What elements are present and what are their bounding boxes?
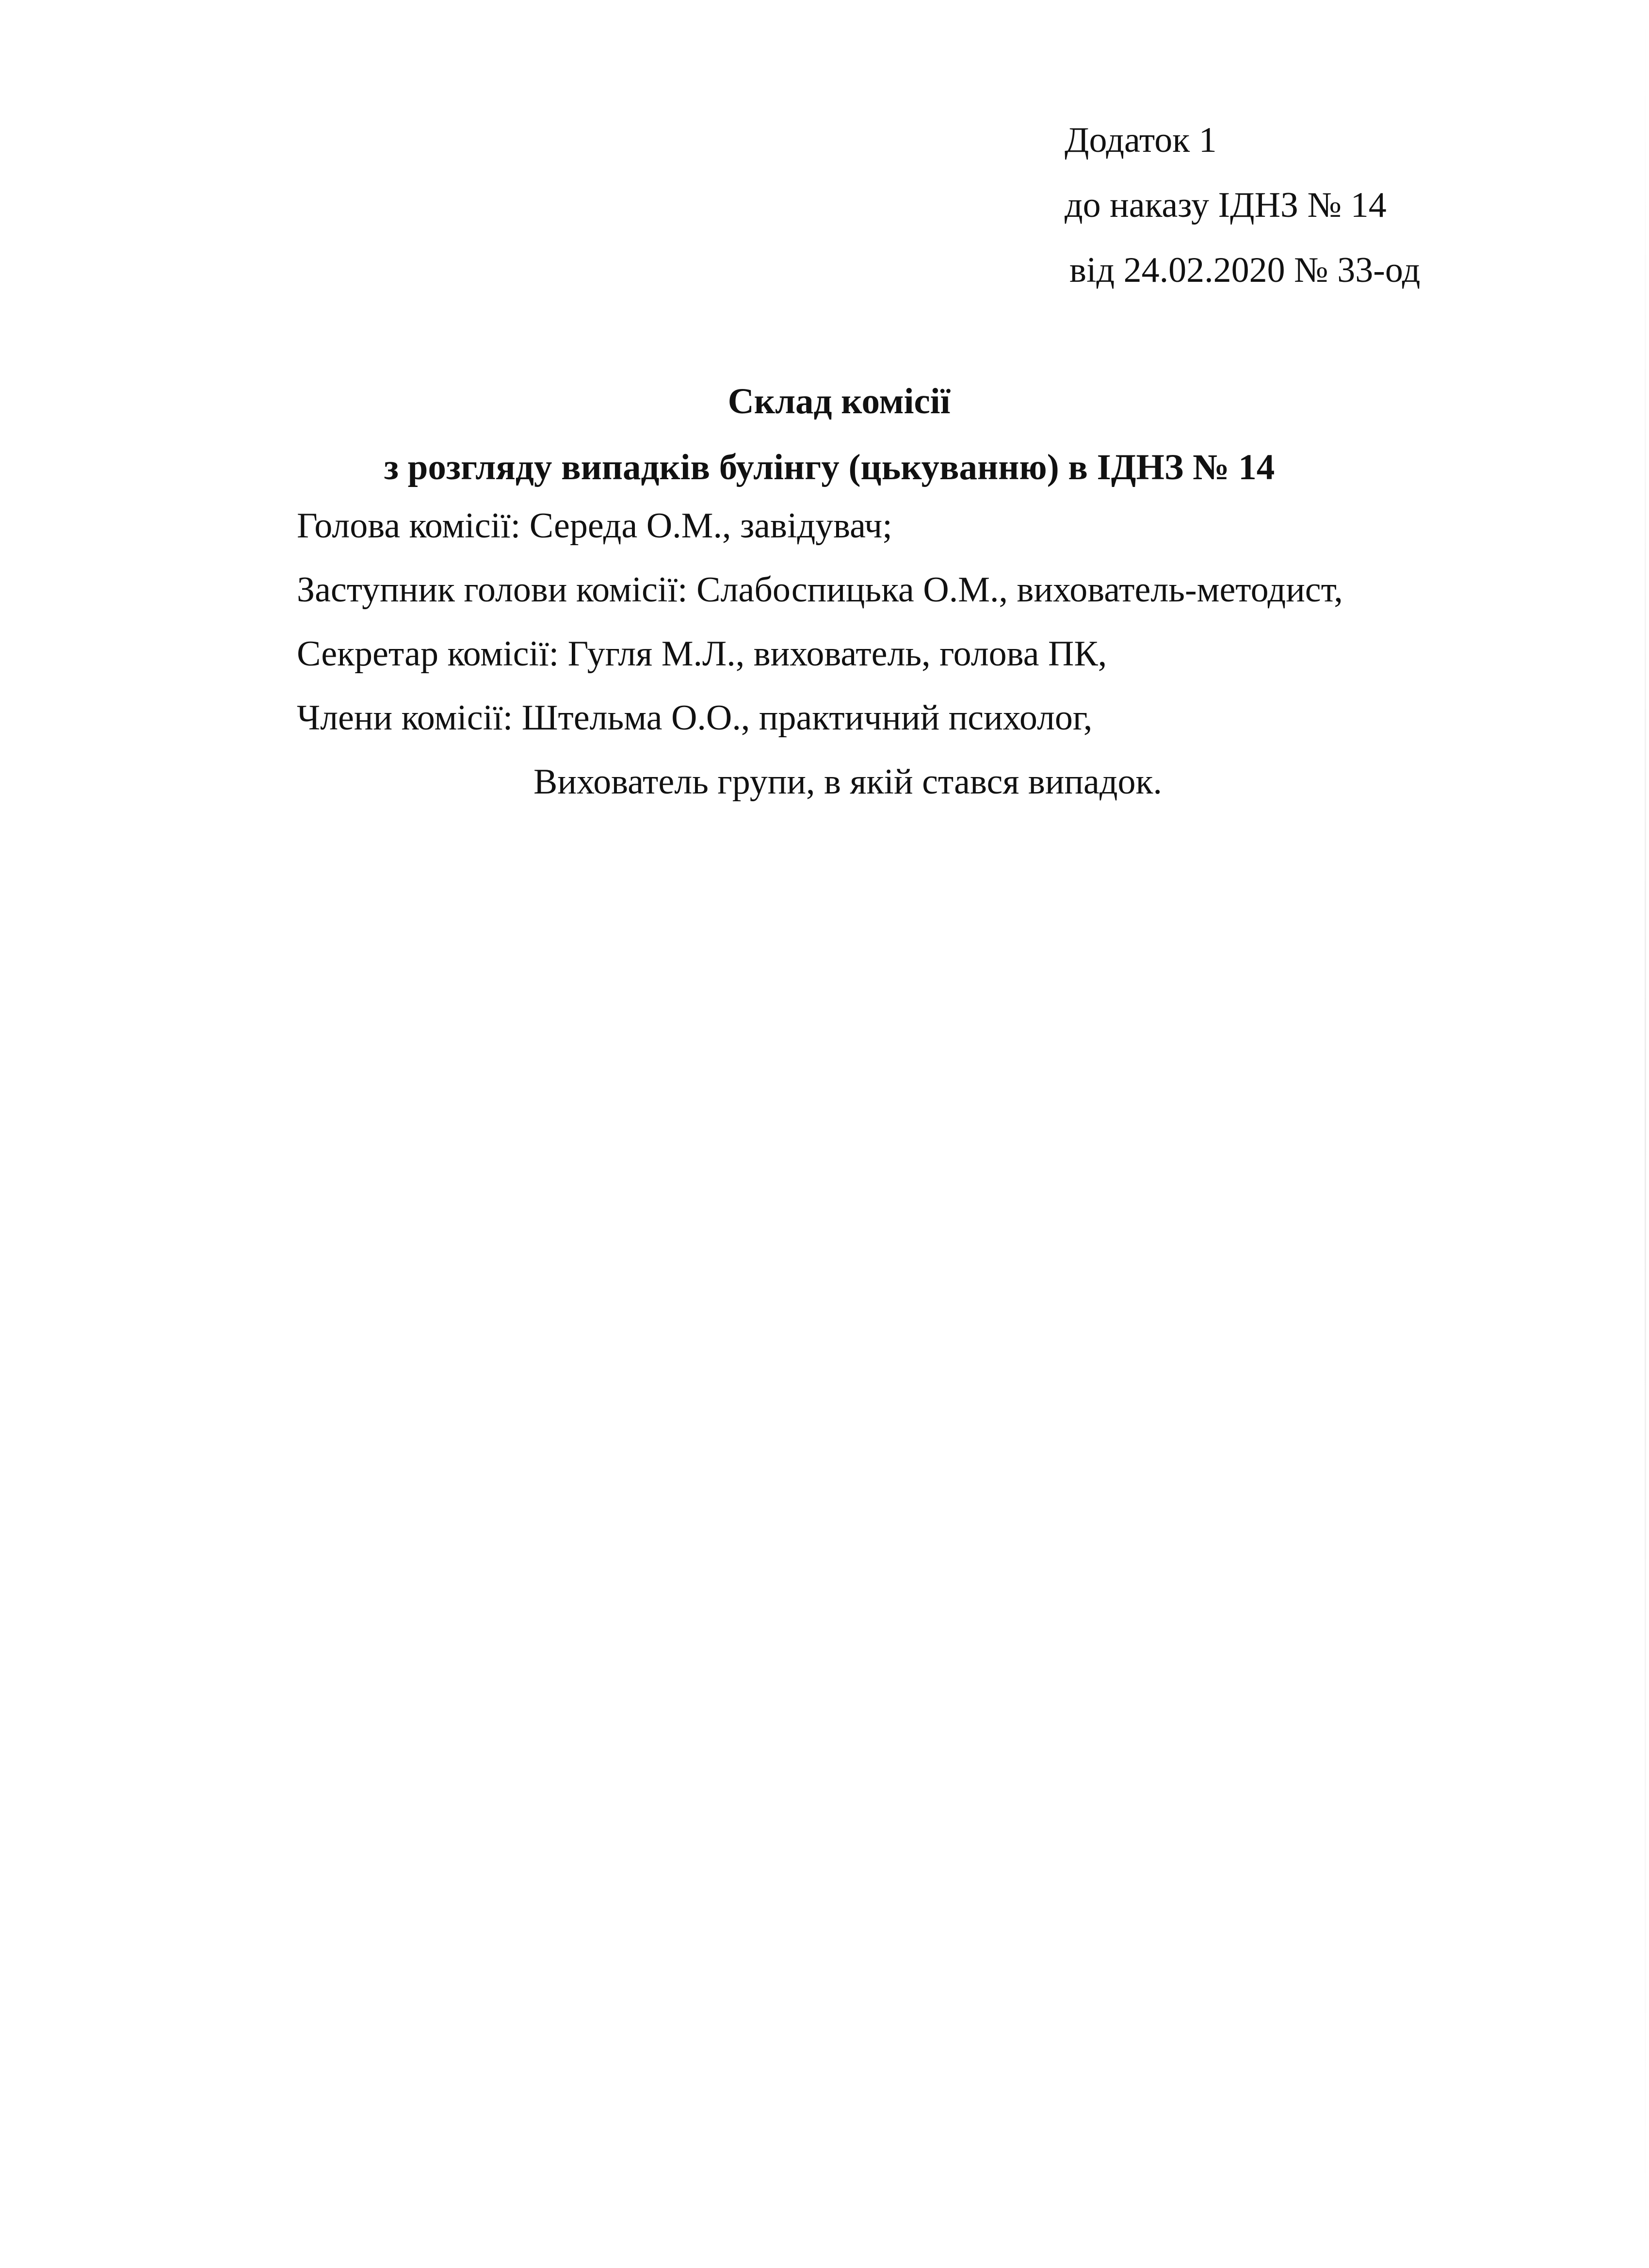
annex-order-reference: до наказу ІДНЗ № 14 — [1065, 185, 1387, 225]
scan-edge-shadow — [1645, 0, 1646, 2268]
title-main: Склад комісії — [728, 381, 951, 421]
title-subtitle: з розгляду випадків булінгу (цькуванню) в ІДНЗ № 14 — [384, 447, 1275, 487]
annex-order-date: від 24.02.2020 № 33-од — [1069, 250, 1421, 290]
annex-header — [1065, 108, 1420, 303]
member-deputy: Заступник голови комісії: Слабоспицька О.М., вихователь-методист, — [297, 570, 1343, 610]
annex-number: Додаток 1 — [1065, 120, 1217, 160]
member-secretary: Секретар комісії: Гугля М.Л., вихователь, голова ПК, — [297, 634, 1107, 674]
member-list: Члени комісії: Штельма О.О., практичний психолог, — [297, 698, 1093, 738]
commission-members — [297, 494, 1343, 814]
member-chair: Голова комісії: Середа О.М., завідувач; — [297, 506, 892, 546]
member-list-continued: Вихователь групи, в якій стався випадок. — [534, 762, 1162, 802]
document-title — [0, 369, 1649, 501]
